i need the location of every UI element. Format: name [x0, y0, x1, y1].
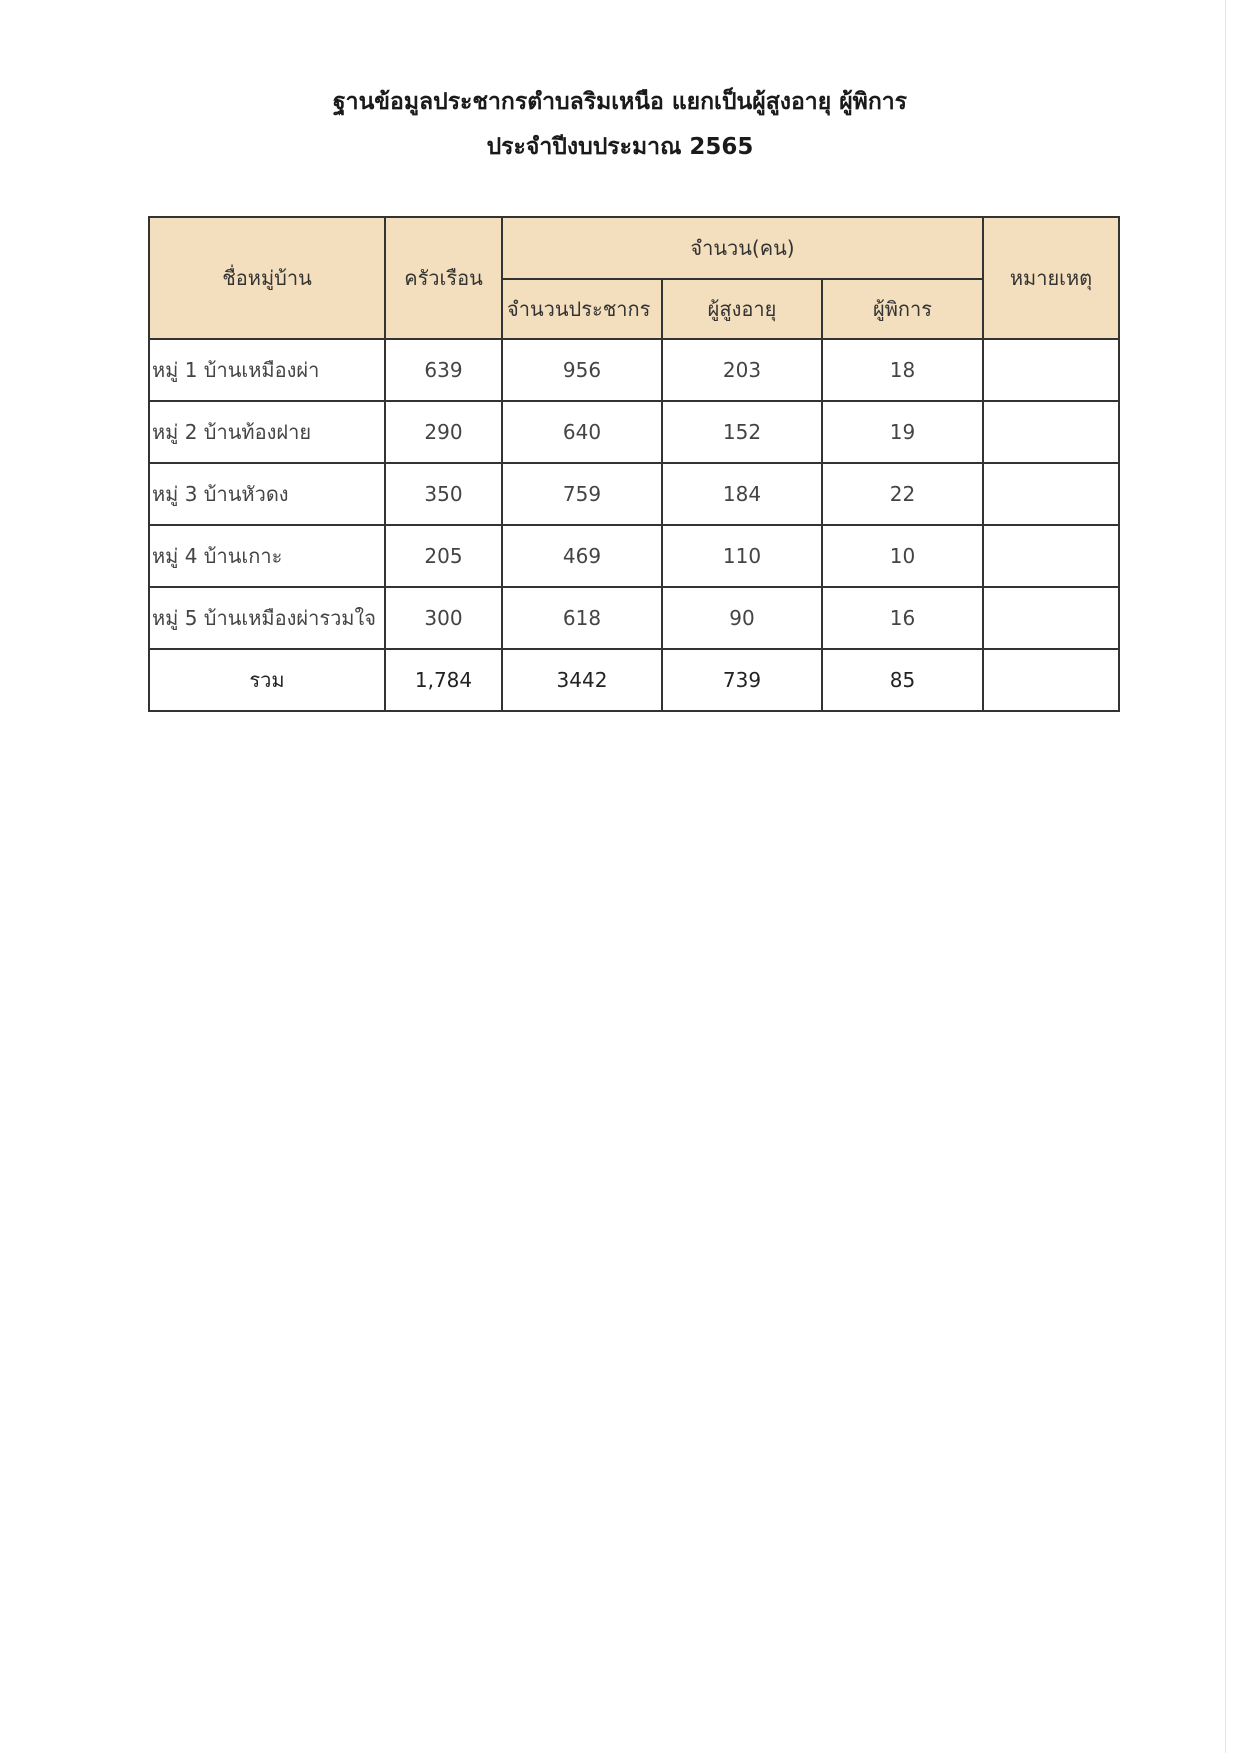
village-name: หมู่ 2 บ้านท้องฝาย	[149, 401, 385, 463]
header-note: หมายเหตุ	[983, 217, 1119, 339]
table-row	[149, 463, 1119, 525]
elderly-value: 90	[662, 587, 822, 649]
table-row	[149, 587, 1119, 649]
disabled-value: 16	[822, 587, 983, 649]
village-name: หมู่ 3 บ้านหัวดง	[149, 463, 385, 525]
village-name: หมู่ 4 บ้านเกาะ	[149, 525, 385, 587]
total-elderly: 739	[662, 649, 822, 711]
note-value	[983, 401, 1119, 463]
households-value: 205	[385, 525, 502, 587]
header-population: จำนวนประชากร	[502, 279, 662, 339]
document-title: ฐานข้อมูลประชากรตำบลริมเหนือ แยกเป็นผู้สูงอายุ ผู้พิการ	[332, 89, 908, 115]
note-value	[983, 525, 1119, 587]
population-value: 759	[502, 463, 662, 525]
document-subtitle: ประจำปีงบประมาณ 2565	[486, 134, 754, 160]
total-disabled: 85	[822, 649, 983, 711]
households-value: 350	[385, 463, 502, 525]
population-value: 469	[502, 525, 662, 587]
households-value: 300	[385, 587, 502, 649]
total-label: รวม	[149, 649, 385, 711]
table-header-row	[149, 217, 1119, 279]
population-value: 640	[502, 401, 662, 463]
header-households: ครัวเรือน	[385, 217, 502, 339]
note-value	[983, 587, 1119, 649]
note-value	[983, 463, 1119, 525]
total-note	[983, 649, 1119, 711]
header-village: ชื่อหมู่บ้าน	[149, 217, 385, 339]
table-row	[149, 401, 1119, 463]
total-row	[149, 649, 1119, 711]
elderly-value: 110	[662, 525, 822, 587]
households-value: 290	[385, 401, 502, 463]
disabled-value: 22	[822, 463, 983, 525]
disabled-value: 19	[822, 401, 983, 463]
disabled-value: 10	[822, 525, 983, 587]
population-value: 618	[502, 587, 662, 649]
header-count-group: จำนวน(คน)	[502, 217, 983, 279]
header-disabled: ผู้พิการ	[822, 279, 983, 339]
disabled-value: 18	[822, 339, 983, 401]
village-name: หมู่ 1 บ้านเหมืองผ่า	[149, 339, 385, 401]
scan-edge-line	[1225, 0, 1226, 1753]
elderly-value: 152	[662, 401, 822, 463]
households-value: 639	[385, 339, 502, 401]
table-row	[149, 525, 1119, 587]
total-population: 3442	[502, 649, 662, 711]
population-value: 956	[502, 339, 662, 401]
elderly-value: 203	[662, 339, 822, 401]
note-value	[983, 339, 1119, 401]
population-table	[148, 216, 1120, 712]
table-row	[149, 339, 1119, 401]
village-name: หมู่ 5 บ้านเหมืองผ่ารวมใจ	[149, 587, 385, 649]
elderly-value: 184	[662, 463, 822, 525]
total-households: 1,784	[385, 649, 502, 711]
header-elderly: ผู้สูงอายุ	[662, 279, 822, 339]
